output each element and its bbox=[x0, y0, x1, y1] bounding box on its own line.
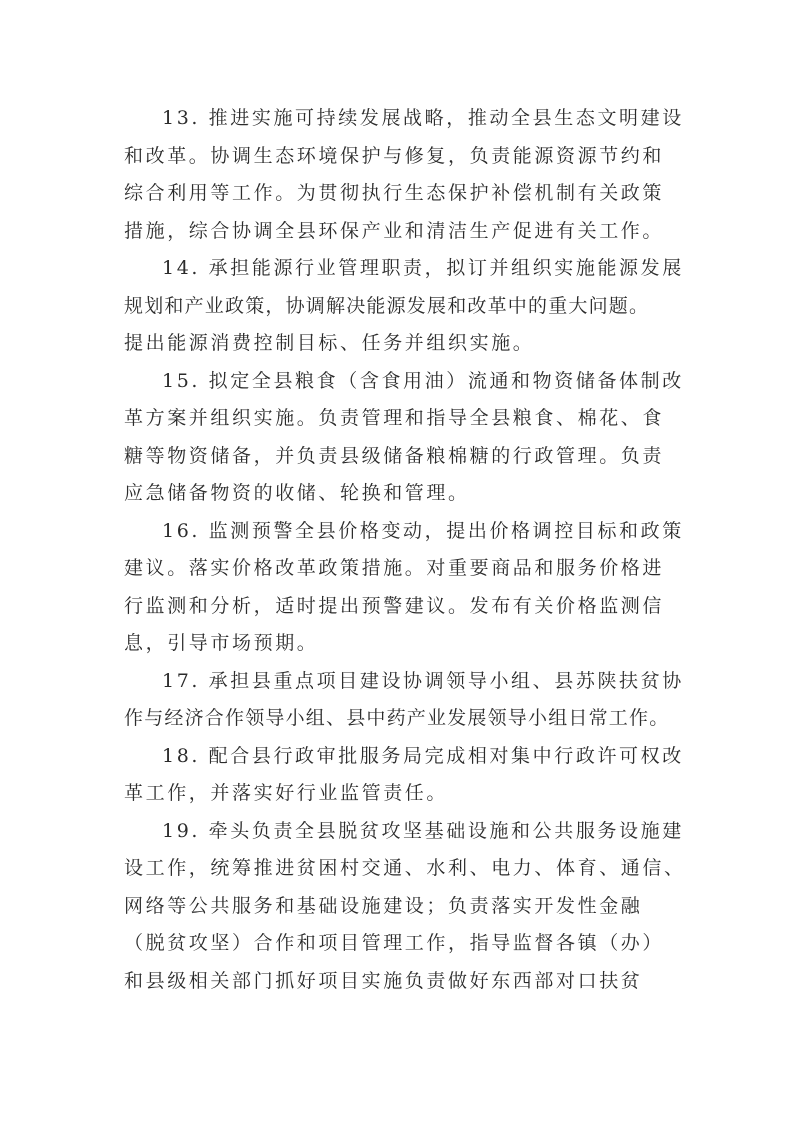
text-line: 革工作，并落实好行业监管责任。 bbox=[124, 782, 449, 804]
text-line: 和县级相关部门抓好项目实施负责做好东西部对口扶贫 bbox=[124, 969, 643, 992]
text-line: 规划和产业政策，协调解决能源发展和改革中的重大问题。 bbox=[124, 294, 650, 317]
text-line: 和改革。协调生态环境保护与修复，负责能源资源节约和 bbox=[124, 144, 665, 167]
text-line: （脱贫攻坚）合作和项目管理工作，指导监督各镇（办） bbox=[124, 932, 665, 954]
paragraph-19 bbox=[124, 813, 686, 1001]
text-line: 行监测和分析，适时提出预警建议。发布有关价格监测信 bbox=[124, 594, 665, 617]
text-line: 设工作，统筹推进贫困村交通、水利、电力、体育、通信、 bbox=[124, 857, 686, 879]
text-line: 措施，综合协调全县环保产业和清洁生产促进有关工作。 bbox=[124, 219, 665, 242]
text-line: 15. 拟定全县粮食（含食用油）流通和物资储备体制改 bbox=[162, 369, 684, 392]
text-line: 14. 承担能源行业管理职责，拟订并组织实施能源发展 bbox=[162, 257, 684, 279]
paragraph-14 bbox=[124, 250, 684, 363]
text-line: 16. 监测预警全县价格变动，提出价格调控目标和政策 bbox=[162, 519, 684, 542]
paragraph-17 bbox=[124, 663, 684, 738]
paragraph-18 bbox=[124, 738, 684, 813]
text-line: 17. 承担县重点项目建设协调领导小组、县苏陕扶贫协 bbox=[162, 669, 684, 692]
text-line: 网络等公共服务和基础设施建设；负责落实开发性金融 bbox=[124, 894, 643, 917]
text-line: 建议。落实价格改革政策措施。对重要商品和服务价格进 bbox=[124, 557, 665, 579]
text-line: 应急储备物资的收储、轮换和管理。 bbox=[124, 482, 470, 504]
text-line: 18. 配合县行政审批服务局完成相对集中行政许可权改 bbox=[162, 744, 684, 767]
text-line: 革方案并组织实施。负责管理和指导全县粮食、棉花、食 bbox=[124, 407, 665, 429]
text-line: 综合利用等工作。为贯彻执行生态保护补偿机制有关政策 bbox=[124, 182, 665, 204]
text-line: 糖等物资储备，并负责县级储备粮棉糖的行政管理。负责 bbox=[124, 444, 665, 467]
paragraph-15 bbox=[124, 363, 684, 513]
text-line: 息，引导市场预期。 bbox=[124, 632, 319, 654]
text-line: 19. 牵头负责全县脱贫攻坚基础设施和公共服务设施建 bbox=[162, 819, 684, 842]
paragraph-13 bbox=[124, 100, 684, 250]
document-body bbox=[124, 100, 686, 1000]
paragraph-16 bbox=[124, 513, 684, 663]
text-line: 13. 推进实施可持续发展战略，推动全县生态文明建设 bbox=[162, 107, 684, 129]
text-line: 提出能源消费控制目标、任务并组织实施。 bbox=[124, 332, 535, 354]
text-line: 作与经济合作领导小组、县中药产业发展领导小组日常工作。 bbox=[124, 707, 670, 729]
